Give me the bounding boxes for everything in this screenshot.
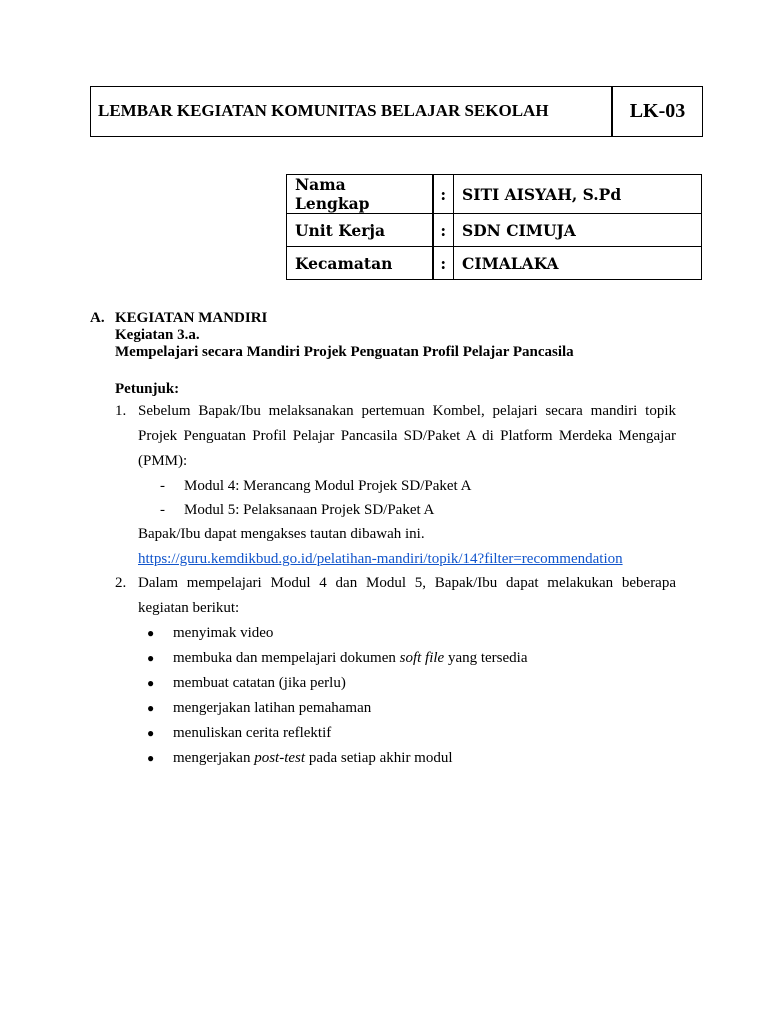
module-text: Modul 5: Pelaksanaan Projek SD/Paket A <box>184 502 435 518</box>
identity-table <box>286 174 702 280</box>
bullet-text: membuat catatan (jika perlu) <box>173 675 346 691</box>
colon: : <box>433 247 454 280</box>
section-title: KEGIATAN MANDIRI <box>115 310 268 326</box>
dash-marker: - <box>160 502 165 518</box>
colon: : <box>433 175 454 214</box>
district-value: CIMALAKA <box>454 247 702 280</box>
activity-bullet <box>147 721 676 746</box>
bullet-icon: ● <box>147 726 155 740</box>
bullet-icon: ● <box>147 676 155 690</box>
name-value: SITI AISYAH, S.Pd <box>454 175 702 214</box>
table-row <box>287 175 702 214</box>
worksheet-code: LK-03 <box>629 100 686 122</box>
bullet-text: menuliskan cerita reflektif <box>173 725 332 741</box>
list-item <box>115 571 676 621</box>
item-text: Sebelum Bapak/Ibu melaksanakan pertemuan Kombel, pelajari secara mandiri topik Projek Penguatan Profil Pelajar Pancasila SD/Paket A di Platform Merdeka Mengajar (PMM): <box>138 403 676 469</box>
activity-bullet <box>147 696 676 721</box>
module-text: Modul 4: Merancang Modul Projek SD/Paket A <box>184 478 472 494</box>
bullet-text: membuka dan mempelajari dokumen soft file yang tersedia <box>173 650 528 666</box>
access-text: Bapak/Ibu dapat mengakses tautan dibawah ini. <box>138 526 425 542</box>
section-a <box>90 310 676 771</box>
section-heading <box>90 310 676 327</box>
bullet-icon: ● <box>147 751 155 765</box>
header-box <box>90 86 703 137</box>
bullet-icon: ● <box>147 701 155 715</box>
activity-bullet <box>147 746 676 771</box>
dash-marker: - <box>160 478 165 494</box>
item-number: 1. <box>115 403 127 419</box>
section-letter: A. <box>90 310 105 326</box>
activity-number: Kegiatan 3.a. <box>115 327 200 343</box>
pmm-link[interactable]: https://guru.kemdikbud.go.id/pelatihan-mandiri/topik/14?filter=recommendation <box>138 551 623 567</box>
activity-subtitle: Mempelajari secara Mandiri Projek Penguatan Profil Pelajar Pancasila <box>115 344 574 360</box>
activity-bullet <box>147 621 676 646</box>
name-label: Nama Lengkap <box>287 175 433 214</box>
item-number: 2. <box>115 575 127 591</box>
district-label: Kecamatan <box>287 247 433 280</box>
bullet-icon: ● <box>147 651 155 665</box>
instructions-heading: Petunjuk: <box>115 381 180 397</box>
colon: : <box>433 214 454 247</box>
worksheet-title: LEMBAR KEGIATAN KOMUNITAS BELAJAR SEKOLAH <box>91 87 613 136</box>
bullet-icon: ● <box>147 626 155 640</box>
module-item <box>160 498 676 522</box>
list-item <box>115 399 676 474</box>
table-row <box>287 247 702 280</box>
unit-value: SDN CIMUJA <box>454 214 702 247</box>
unit-label: Unit Kerja <box>287 214 433 247</box>
module-item <box>160 474 676 498</box>
bullet-text: menyimak video <box>173 625 274 641</box>
table-row <box>287 214 702 247</box>
activity-bullet <box>147 671 676 696</box>
bullet-text: mengerjakan post-test pada setiap akhir modul <box>173 750 453 766</box>
activity-bullet <box>147 646 676 671</box>
item-text: Dalam mempelajari Modul 4 dan Modul 5, Bapak/Ibu dapat melakukan beberapa kegiatan berikut: <box>138 575 676 616</box>
bullet-text: mengerjakan latihan pemahaman <box>173 700 372 716</box>
